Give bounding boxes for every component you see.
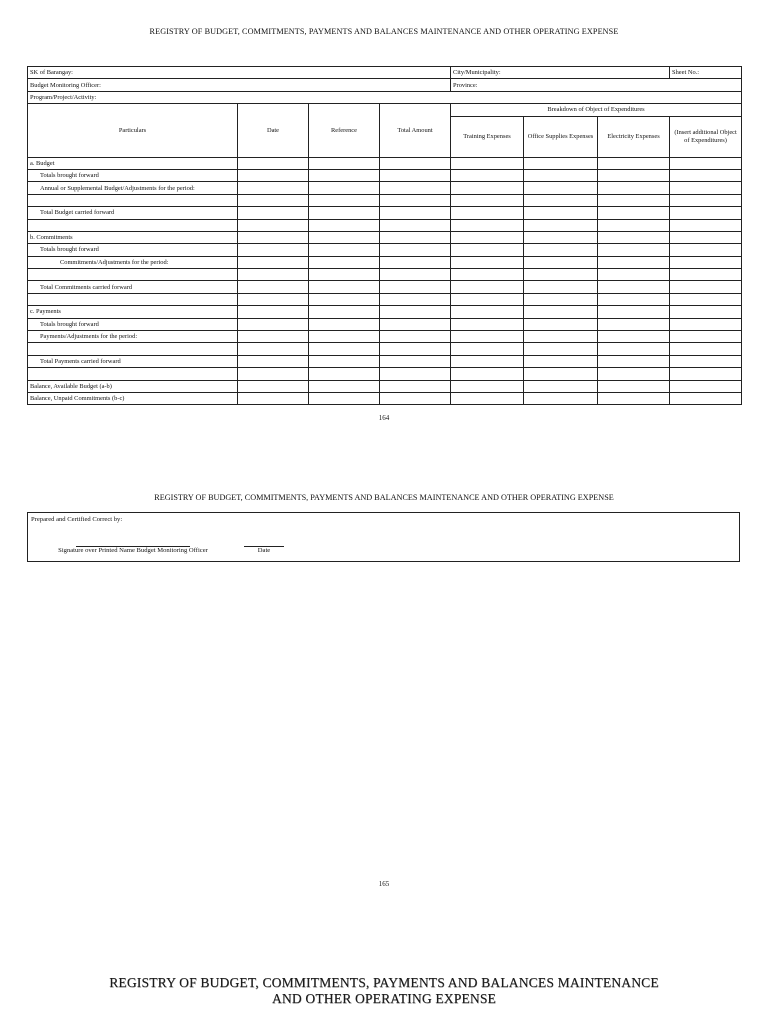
- col-particulars: Particulars: [28, 104, 238, 157]
- table-row: [28, 194, 742, 206]
- table-row: [28, 244, 742, 256]
- page-number: 164: [378, 414, 390, 422]
- program-label: Program/Project/Activity:: [28, 91, 742, 103]
- date-caption: Date: [257, 547, 271, 554]
- budget-officer-label: Budget Monitoring Officer:: [28, 79, 451, 91]
- table-row: [28, 331, 742, 343]
- table-row: [28, 306, 742, 318]
- col-total-amount: Total Amount: [380, 104, 451, 157]
- page-number: 165: [378, 880, 390, 888]
- table-row: [28, 157, 742, 169]
- row-label: Total Commitments carried forward: [28, 281, 238, 293]
- registry-heading-line2: AND OTHER OPERATING EXPENSE: [271, 991, 497, 1006]
- col-electricity: Electricity Expenses: [598, 116, 670, 157]
- breakdown-header: Breakdown of Object of Expenditures: [451, 104, 742, 116]
- prepared-label: Prepared and Certified Correct by:: [31, 516, 123, 523]
- table-row: [28, 182, 742, 194]
- row-label: Total Budget carried forward: [28, 207, 238, 219]
- table-row: [28, 392, 742, 404]
- registry-heading-line1: REGISTRY OF BUDGET, COMMITMENTS, PAYMENTS AND BALANCES MAINTENANCE: [109, 975, 659, 990]
- row-label: Balance, Available Budget (a-b): [28, 380, 238, 392]
- payments-section-label: c. Payments: [28, 306, 238, 318]
- table-row: [28, 269, 742, 281]
- sheet-no-label: Sheet No.:: [670, 67, 742, 79]
- table-row: [28, 256, 742, 268]
- table-row: [28, 207, 742, 219]
- col-insert-additional: (Insert additional Object of Expenditures): [670, 116, 742, 157]
- city-municipality-label: City/Municipality:: [451, 67, 670, 79]
- col-reference: Reference: [309, 104, 380, 157]
- table-row: [28, 343, 742, 355]
- col-office-supplies: Office Supplies Expenses: [524, 116, 598, 157]
- table-row: [28, 219, 742, 231]
- row-label: Payments/Adjustments for the period:: [28, 331, 238, 343]
- table-row: [28, 169, 742, 181]
- budget-section-label: a. Budget: [28, 157, 238, 169]
- table-row: [28, 231, 742, 243]
- registry-title: REGISTRY OF BUDGET, COMMITMENTS, PAYMENTS AND BALANCES MAINTENANCE AND OTHER OPERATING EXPENSE: [149, 27, 619, 36]
- table-row: [28, 380, 742, 392]
- row-label: Total Payments carried forward: [28, 355, 238, 367]
- row-label: Totals brought forward: [28, 244, 238, 256]
- table-row: [28, 355, 742, 367]
- row-label: Commitments/Adjustments for the period:: [28, 256, 238, 268]
- registry-title-continued: REGISTRY OF BUDGET, COMMITMENTS, PAYMENTS AND BALANCES MAINTENANCE AND OTHER OPERATING EXPENSE: [154, 493, 614, 502]
- registry-table: [27, 66, 742, 405]
- table-row: [28, 293, 742, 305]
- registry-heading: [0, 975, 768, 1007]
- commitments-section-label: b. Commitments: [28, 231, 238, 243]
- province-label: Province:: [451, 79, 742, 91]
- signature-caption: Signature over Printed Name Budget Monitoring Officer: [58, 547, 208, 554]
- table-row: [28, 368, 742, 380]
- row-label: Totals brought forward: [28, 318, 238, 330]
- certification-box: [27, 512, 740, 562]
- row-label: Annual or Supplemental Budget/Adjustments for the period:: [28, 182, 238, 194]
- col-date: Date: [238, 104, 309, 157]
- table-row: [28, 318, 742, 330]
- row-label: Balance, Unpaid Commitments (b-c): [28, 392, 238, 404]
- col-training: Training Expenses: [451, 116, 524, 157]
- table-row: [28, 281, 742, 293]
- sk-barangay-label: SK of Barangay:: [28, 67, 451, 79]
- row-label: Totals brought forward: [28, 169, 238, 181]
